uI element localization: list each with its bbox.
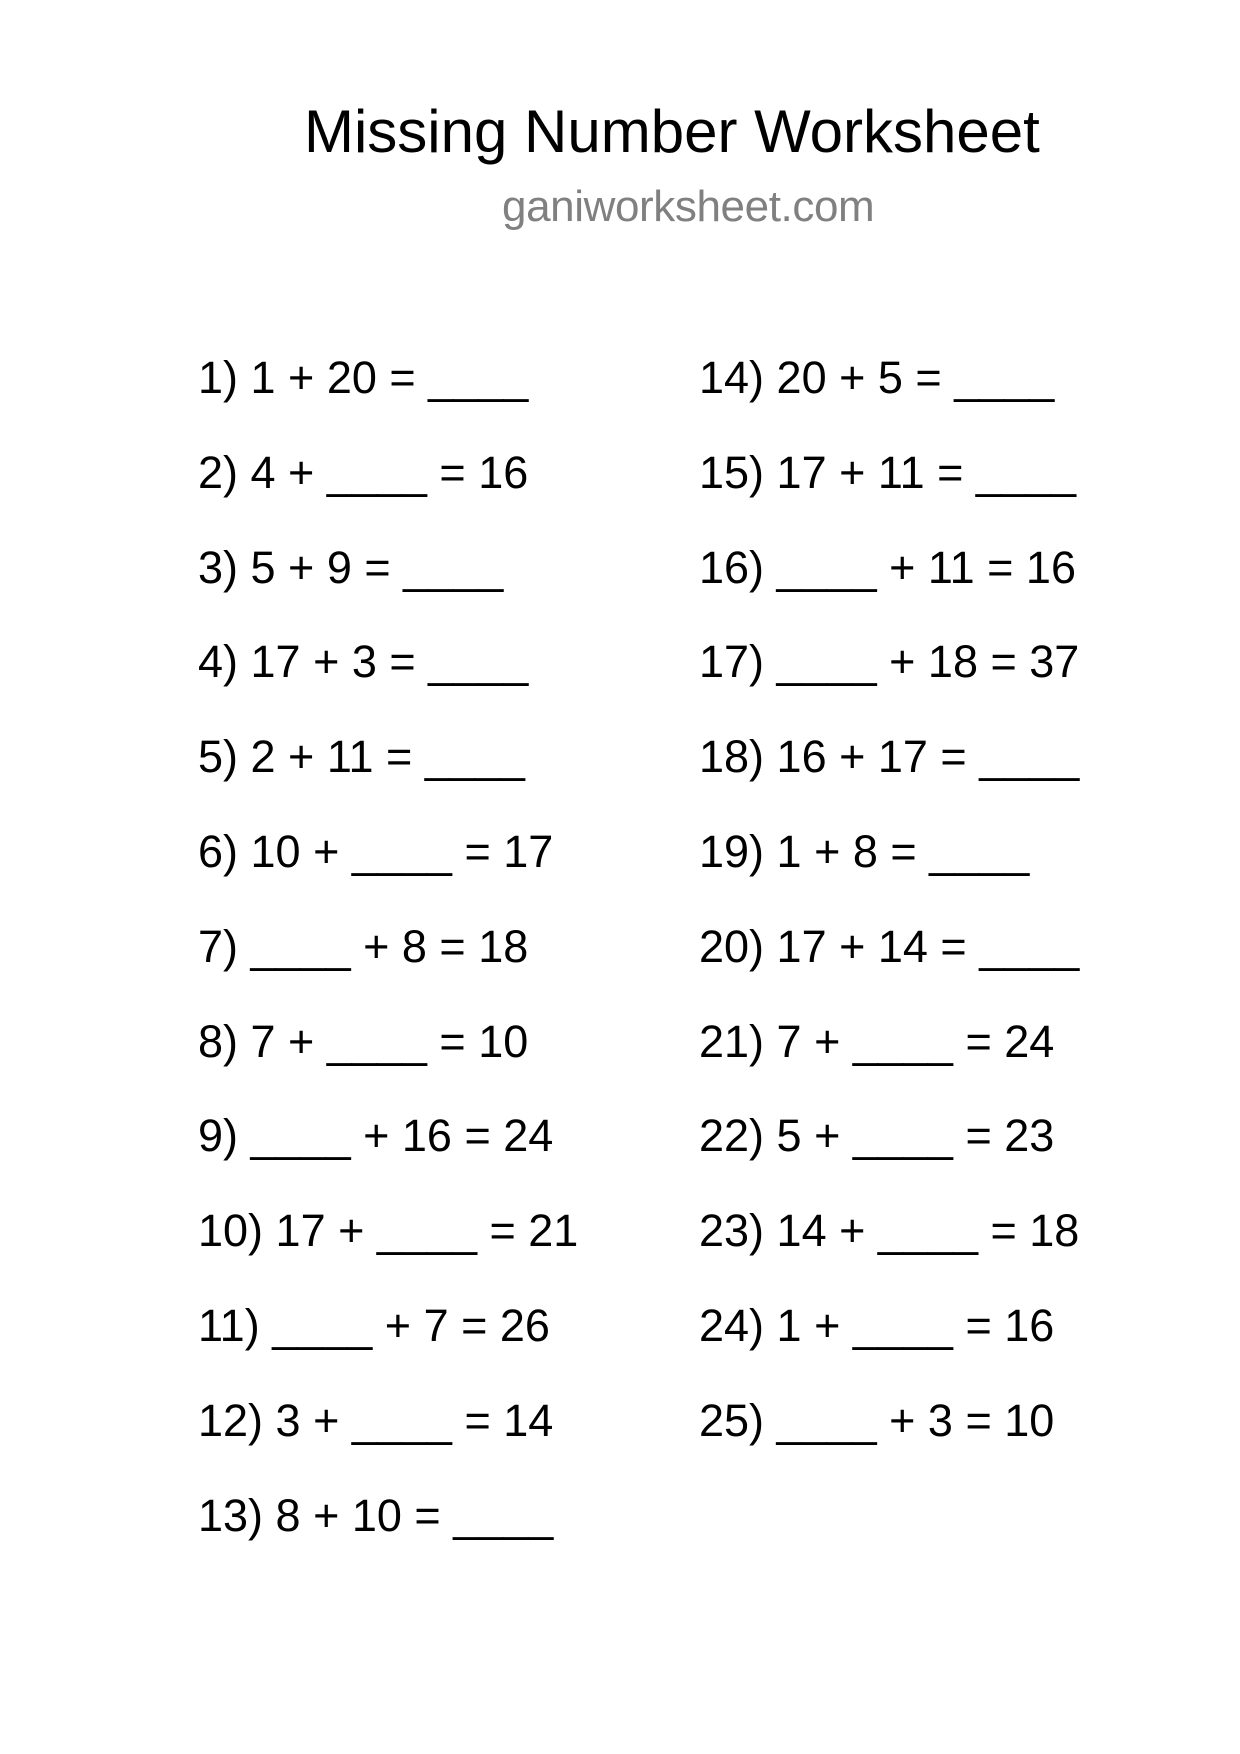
problem-14: 14) 20 + 5 = ____ (699, 352, 1055, 403)
problem-16: 16) ____ + 11 = 16 (699, 542, 1076, 593)
problem-25: 25) ____ + 3 = 10 (699, 1395, 1055, 1446)
site-url: ganiworksheet.com (502, 182, 875, 231)
problem-12: 12) 3 + ____ = 14 (198, 1395, 554, 1446)
problem-24: 24) 1 + ____ = 16 (699, 1300, 1055, 1351)
problem-19: 19) 1 + 8 = ____ (699, 826, 1030, 877)
problem-9: 9) ____ + 16 = 24 (198, 1110, 554, 1161)
problem-5: 5) 2 + 11 = ____ (198, 731, 525, 782)
problem-17: 17) ____ + 18 = 37 (699, 636, 1080, 687)
problem-20: 20) 17 + 14 = ____ (699, 921, 1080, 972)
problem-8: 8) 7 + ____ = 10 (198, 1016, 529, 1067)
problem-6: 6) 10 + ____ = 17 (198, 826, 554, 877)
problem-3: 3) 5 + 9 = ____ (198, 542, 504, 593)
problem-23: 23) 14 + ____ = 18 (699, 1205, 1080, 1256)
problem-2: 2) 4 + ____ = 16 (198, 447, 529, 498)
problem-18: 18) 16 + 17 = ____ (699, 731, 1080, 782)
problem-10: 10) 17 + ____ = 21 (198, 1205, 579, 1256)
problem-11: 11) ____ + 7 = 26 (198, 1300, 550, 1351)
page-title: Missing Number Worksheet (304, 98, 1040, 165)
problem-1: 1) 1 + 20 = ____ (198, 352, 529, 403)
problem-13: 13) 8 + 10 = ____ (198, 1490, 554, 1541)
problem-15: 15) 17 + 11 = ____ (699, 447, 1076, 498)
problem-22: 22) 5 + ____ = 23 (699, 1110, 1055, 1161)
problem-7: 7) ____ + 8 = 18 (198, 921, 529, 972)
problem-21: 21) 7 + ____ = 24 (699, 1016, 1055, 1067)
problem-4: 4) 17 + 3 = ____ (198, 636, 529, 687)
